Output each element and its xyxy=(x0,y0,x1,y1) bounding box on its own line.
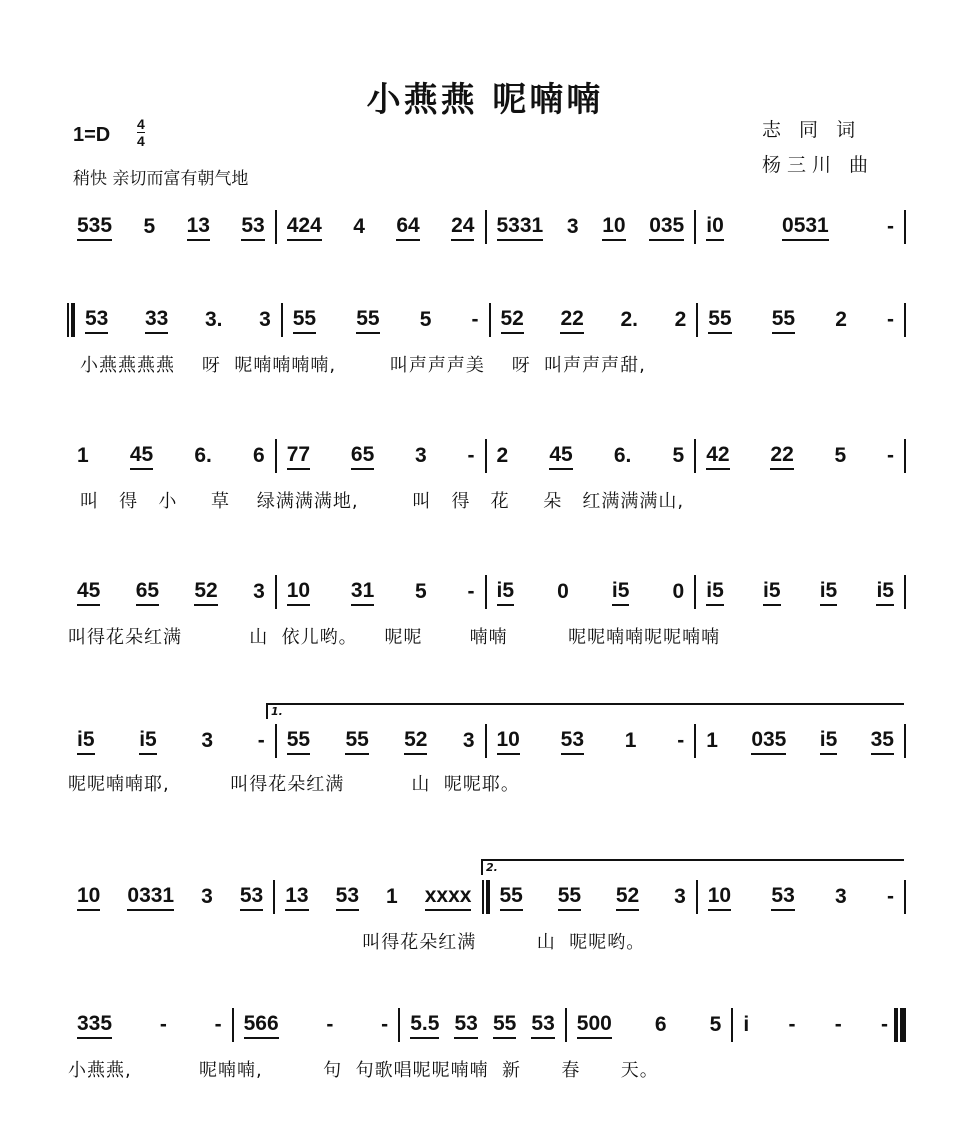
notation-system xyxy=(67,574,906,610)
note-group: 1 xyxy=(624,728,637,752)
note-group: 55 xyxy=(493,1012,516,1039)
note-group: 55 xyxy=(772,307,795,334)
note-group: 45 xyxy=(130,443,153,470)
key-signature: 1=D xyxy=(73,124,111,146)
note-group: i5 xyxy=(763,579,781,606)
note-group: 55 xyxy=(500,884,523,911)
note-group: 53 xyxy=(336,884,359,911)
measure xyxy=(67,579,275,606)
note-group: 45 xyxy=(549,443,572,470)
note-group: 6. xyxy=(194,443,212,467)
note-group: - xyxy=(257,728,265,752)
note-group: 0 xyxy=(672,579,685,603)
note-group: 5 xyxy=(143,214,156,238)
note-group: 52 xyxy=(404,728,427,755)
note-group: - xyxy=(886,214,894,238)
measure xyxy=(67,214,275,241)
note-group: 2. xyxy=(620,307,638,331)
note-group: i5 xyxy=(77,728,95,755)
measure xyxy=(698,884,904,911)
note-group: 5 xyxy=(415,579,427,603)
note-group: 52 xyxy=(501,307,524,334)
measure xyxy=(67,728,275,755)
note-group: 53 xyxy=(561,728,584,755)
measure xyxy=(277,214,485,241)
note-group: 535 xyxy=(77,214,112,241)
measure xyxy=(487,728,695,755)
note-group: 0531 xyxy=(782,214,829,241)
note-group: - xyxy=(159,1012,167,1036)
note-group: - xyxy=(887,884,894,908)
note-group: 5 xyxy=(672,443,685,467)
note-group: - xyxy=(886,307,894,331)
volta-bracket: 2. xyxy=(481,859,904,875)
note-group: 10 xyxy=(602,214,625,241)
note-group: 55 xyxy=(287,728,310,755)
measure xyxy=(75,307,281,334)
measure xyxy=(567,1012,732,1039)
note-group: 64 xyxy=(396,214,419,241)
note-group: 55 xyxy=(356,307,379,334)
measure xyxy=(67,884,273,911)
note-group: 1 xyxy=(706,728,718,752)
note-group: 335 xyxy=(77,1012,112,1039)
measure xyxy=(698,307,904,334)
note-group: 3 xyxy=(566,214,579,238)
note-group: 3 xyxy=(201,728,214,752)
notation-system xyxy=(67,723,906,759)
note-group: 52 xyxy=(616,884,639,911)
meter-bottom: 4 xyxy=(137,133,145,149)
lyrics-line: 叫 得 小 草 绿满满满地, 叫 得 花 朵 红满满满山, xyxy=(80,491,685,512)
note-group: 53 xyxy=(454,1012,477,1039)
note-group: 55 xyxy=(558,884,581,911)
note-group: i xyxy=(743,1012,750,1036)
note-group: - xyxy=(471,307,479,331)
note-group: 35 xyxy=(871,728,894,755)
note-group: 3 xyxy=(835,884,847,908)
notation-system xyxy=(67,438,906,474)
note-group: 2 xyxy=(674,307,687,331)
end-barline xyxy=(904,439,906,473)
note-group: 33 xyxy=(145,307,168,334)
note-group: 42 xyxy=(706,443,729,470)
note-group: 24 xyxy=(451,214,474,241)
note-group: 13 xyxy=(285,884,308,911)
note-group: 77 xyxy=(287,443,310,470)
tempo-marking: 稍快 亲切而富有朝气地 xyxy=(73,169,249,189)
measure xyxy=(696,214,904,241)
note-group: - xyxy=(214,1012,222,1036)
note-group: 0 xyxy=(557,579,569,603)
note-group: 3 xyxy=(253,579,265,603)
note-group: 5 xyxy=(419,307,432,331)
measure xyxy=(67,1012,232,1039)
note-group: i5 xyxy=(706,579,724,606)
note-group: - xyxy=(887,443,894,467)
note-group: 3 xyxy=(415,443,427,467)
note-group: 035 xyxy=(649,214,684,241)
note-group: 566 xyxy=(244,1012,279,1039)
note-group: 10 xyxy=(497,728,520,755)
note-group: 3 xyxy=(259,307,271,331)
note-group: i5 xyxy=(820,579,838,606)
measure xyxy=(487,579,695,606)
measure xyxy=(67,443,275,470)
measure xyxy=(487,214,695,241)
measure xyxy=(283,307,489,334)
lyricist-credit: 志 同 词 xyxy=(762,119,862,141)
song-title: 小燕燕 呢喃喃 xyxy=(366,80,604,120)
note-group: 45 xyxy=(77,579,100,606)
note-group: 2 xyxy=(496,443,509,467)
note-group: 53 xyxy=(771,884,794,911)
note-group: 1 xyxy=(77,443,89,467)
note-group: 53 xyxy=(240,884,263,911)
lyrics-line: 叫得花朵红满 山 依儿哟。 呢呢 喃喃 呢呢喃喃呢呢喃喃 xyxy=(68,627,721,648)
measure xyxy=(277,443,485,470)
note-group: 65 xyxy=(351,443,374,470)
measure xyxy=(696,728,904,755)
end-barline xyxy=(904,880,906,914)
note-group: xxxx xyxy=(425,884,472,911)
measure xyxy=(696,443,904,470)
note-group: i0 xyxy=(706,214,724,241)
note-group: 53 xyxy=(85,307,108,334)
lyrics-line: 小燕燕燕燕 呀 呢喃喃喃喃, 叫声声声美 呀 叫声声声甜, xyxy=(80,355,646,376)
note-group: - xyxy=(880,1012,888,1036)
measure xyxy=(277,579,485,606)
notation-system xyxy=(67,1007,906,1043)
note-group: 6. xyxy=(613,443,632,467)
lyrics-line: 呢呢喃喃耶, 叫得花朵红满 山 呢呢耶。 xyxy=(68,774,520,795)
note-group: 035 xyxy=(751,728,786,755)
measure xyxy=(487,443,695,470)
note-group: 55 xyxy=(293,307,316,334)
note-group: 22 xyxy=(770,443,793,470)
note-group: 3 xyxy=(462,728,475,752)
note-group: 3 xyxy=(674,884,686,908)
measure xyxy=(696,579,904,606)
note-group: 53 xyxy=(241,214,264,241)
end-barline xyxy=(904,303,906,337)
note-group: 2 xyxy=(835,307,847,331)
meter-top: 4 xyxy=(137,116,145,132)
measure xyxy=(733,1013,898,1038)
repeat-start-barline xyxy=(67,303,75,337)
measure xyxy=(400,1012,565,1039)
note-group: 1 xyxy=(386,884,398,908)
note-group: - xyxy=(467,579,475,603)
measure xyxy=(491,307,697,334)
note-group: 13 xyxy=(187,214,210,241)
note-group: 0331 xyxy=(127,884,174,911)
notation-system xyxy=(67,302,906,338)
note-group: 4 xyxy=(353,214,365,238)
measure xyxy=(234,1012,399,1039)
note-group: 3. xyxy=(204,307,223,331)
note-group: 22 xyxy=(560,307,583,334)
lyrics-line: 小燕燕, 呢喃喃, 句 句歌唱呢呢喃喃 新 春 天。 xyxy=(68,1060,659,1081)
note-group: 31 xyxy=(351,579,374,606)
measure xyxy=(275,884,481,911)
note-group: i5 xyxy=(612,579,630,606)
note-group: - xyxy=(467,443,475,467)
note-group: i5 xyxy=(139,728,157,755)
note-group: - xyxy=(381,1012,389,1036)
note-group: 10 xyxy=(708,884,731,911)
note-group: 65 xyxy=(136,579,159,606)
end-barline xyxy=(904,724,906,758)
note-group: 5331 xyxy=(497,214,544,241)
note-group: 5 xyxy=(834,443,847,467)
note-group: 6 xyxy=(253,443,265,467)
note-group: 52 xyxy=(194,579,217,606)
notation-system xyxy=(67,879,906,915)
measure xyxy=(277,728,485,755)
note-group: 53 xyxy=(531,1012,554,1039)
note-group: i5 xyxy=(876,579,894,606)
notation-system xyxy=(67,209,906,245)
barline xyxy=(482,880,490,914)
note-group: 10 xyxy=(287,579,310,606)
note-group: - xyxy=(677,728,685,752)
time-signature xyxy=(137,116,145,149)
note-group: 5 xyxy=(709,1012,722,1036)
composer-credit: 杨三川 曲 xyxy=(762,154,875,176)
note-group: 55 xyxy=(345,728,368,755)
end-barline xyxy=(898,1008,906,1042)
volta-bracket: 1. xyxy=(266,703,904,719)
note-group: 5.5 xyxy=(410,1012,439,1039)
note-group: 500 xyxy=(577,1012,612,1039)
note-group: - xyxy=(326,1012,334,1036)
lyrics-line: 叫得花朵红满 山 呢呢哟。 xyxy=(80,932,646,953)
end-barline xyxy=(904,575,906,609)
note-group: 424 xyxy=(287,214,322,241)
note-group: - xyxy=(788,1012,796,1036)
note-group: i5 xyxy=(497,579,515,606)
measure xyxy=(490,884,696,911)
note-group: 3 xyxy=(201,884,213,908)
note-group: 6 xyxy=(654,1012,667,1036)
note-group: 10 xyxy=(77,884,100,911)
end-barline xyxy=(904,210,906,244)
note-group: i5 xyxy=(820,728,838,755)
note-group: - xyxy=(834,1012,842,1036)
note-group: 55 xyxy=(708,307,731,334)
